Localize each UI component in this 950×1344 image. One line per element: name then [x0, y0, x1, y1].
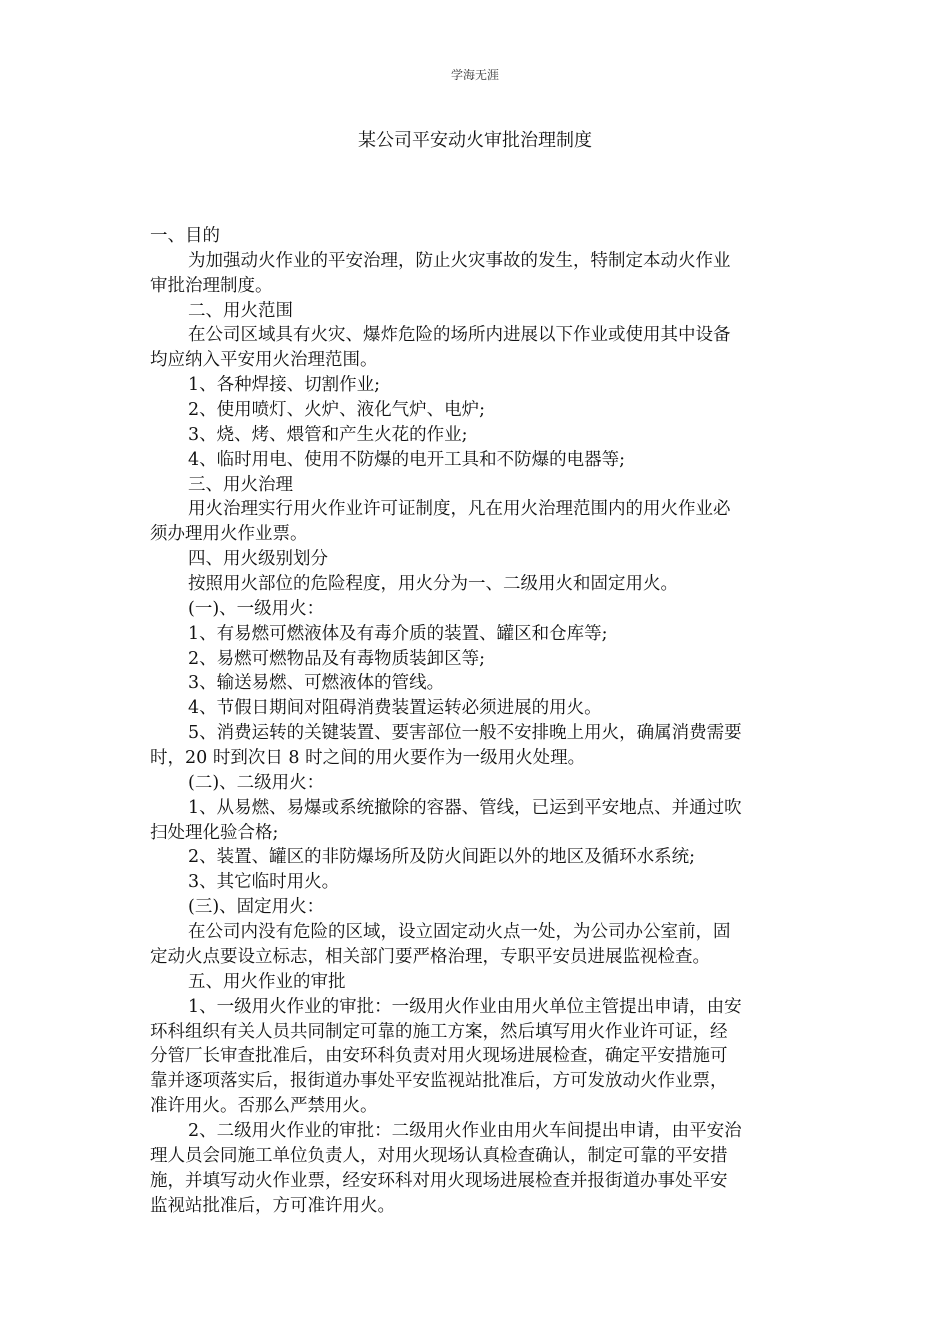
text-line: 一、目的 [150, 226, 220, 246]
text-line: 四、用火级别划分 [188, 549, 328, 570]
text-line: 4、节假日期间对阻碍消费装置运转必须进展的用火。 [188, 698, 602, 719]
paragraph [150, 771, 800, 796]
paragraph [150, 920, 800, 970]
paragraph [150, 647, 800, 672]
text-line: 理人员会同施工单位负责人，对用火现场认真检查确认，制定可靠的平安措 [150, 1145, 728, 1166]
text-line: 监视站批准后，方可准许用火。 [150, 1195, 395, 1216]
paragraph [150, 572, 800, 597]
text-line: 3、输送易燃、可燃液体的管线。 [188, 673, 445, 694]
text-line: 扫处理化验合格; [150, 822, 279, 843]
paragraph [150, 845, 800, 870]
document-body [150, 224, 800, 1218]
text-line: 2、装置、罐区的非防爆场所及防火间距以外的地区及循环水系统; [188, 847, 696, 868]
page-header: 学海无涯 [450, 68, 499, 82]
paragraph [150, 249, 800, 299]
text-line: 须办理用火作业票。 [150, 524, 308, 545]
text-line: 审批治理制度。 [150, 275, 273, 296]
text-line: 5、消费运转的关键装置、要害部位一般不安排晚上用火，确属消费需要 [188, 723, 742, 744]
text-line: 三、用火治理 [188, 474, 293, 495]
text-line: 2、使用喷灯、火炉、液化气炉、电炉; [188, 400, 486, 421]
text-line: 准许用火。否那么严禁用火。 [150, 1096, 378, 1117]
paragraph [150, 696, 800, 721]
paragraph [150, 497, 800, 547]
text-line: 1、从易燃、易爆或系统撤除的容器、管线，已运到平安地点、并通过吹 [188, 797, 742, 818]
paragraph [150, 970, 800, 995]
paragraph [150, 373, 800, 398]
text-line: 为加强动火作业的平安治理，防止火灾事故的发生，特制定本动火作业 [188, 250, 731, 271]
paragraph [150, 224, 800, 249]
text-line: 4、临时用电、使用不防爆的电开工具和不防爆的电器等; [188, 449, 626, 470]
paragraph [150, 299, 800, 324]
text-line: 3、烧、烤、煨管和产生火花的作业; [188, 424, 468, 445]
text-line: 在公司区域具有火灾、爆炸危险的场所内进展以下作业或使用其中设备 [188, 325, 731, 346]
text-line: 1、一级用火作业的审批：一级用火作业由用火单位主管提出申请，由安 [188, 996, 742, 1017]
text-line: 时，20 时到次日 8 时之间的用火要作为一级用火处理。 [150, 748, 586, 769]
paragraph [150, 547, 800, 572]
text-line: 环科组织有关人员共同制定可靠的施工方案，然后填写用火作业许可证，经 [150, 1021, 728, 1042]
text-line: 1、各种焊接、切割作业; [188, 375, 381, 396]
paragraph [150, 895, 800, 920]
text-line: 分管厂长审查批准后，由安环科负责对用火现场进展检查，确定平安措施可 [150, 1046, 728, 1067]
text-line: 二、用火范围 [188, 300, 293, 321]
text-line: 靠并逐项落实后，报街道办事处平安监视站批准后，方可发放动火作业票， [150, 1071, 728, 1092]
text-line: 用火治理实行用火作业许可证制度，凡在用火治理范围内的用火作业必 [188, 499, 731, 520]
text-line: 在公司内没有危险的区域，设立固定动火点一处，为公司办公室前，固 [188, 922, 731, 943]
paragraph [150, 473, 800, 498]
paragraph [150, 671, 800, 696]
text-line: (一)、一级用火： [188, 598, 325, 619]
paragraph [150, 423, 800, 448]
text-line: 1、有易燃可燃液体及有毒介质的装置、罐区和仓库等; [188, 623, 608, 644]
paragraph [150, 448, 800, 473]
text-line: (三)、固定用火： [188, 897, 325, 918]
paragraph [150, 323, 800, 373]
text-line: 均应纳入平安用火治理范围。 [150, 350, 378, 371]
paragraph [150, 398, 800, 423]
text-line: 2、易燃可燃物品及有毒物质装卸区等; [188, 648, 486, 669]
paragraph [150, 995, 800, 1119]
paragraph [150, 721, 800, 771]
document-title: 某公司平安动火审批治理制度 [358, 130, 592, 151]
text-line: (二)、二级用火： [188, 772, 325, 793]
text-line: 按照用火部位的危险程度，用火分为一、二级用火和固定用火。 [188, 574, 678, 595]
paragraph [150, 1119, 800, 1218]
text-line: 3、其它临时用火。 [188, 872, 340, 893]
paragraph [150, 870, 800, 895]
text-line: 定动火点要设立标志，相关部门要严格治理，专职平安员进展监视检查。 [150, 946, 710, 967]
text-line: 施，并填写动火作业票，经安环科对用火现场进展检查并报街道办事处平安 [150, 1170, 728, 1191]
paragraph [150, 796, 800, 846]
paragraph [150, 622, 800, 647]
text-line: 2、二级用火作业的审批：二级用火作业由用火车间提出申请，由平安治 [188, 1120, 742, 1141]
paragraph [150, 597, 800, 622]
text-line: 五、用火作业的审批 [188, 971, 346, 992]
